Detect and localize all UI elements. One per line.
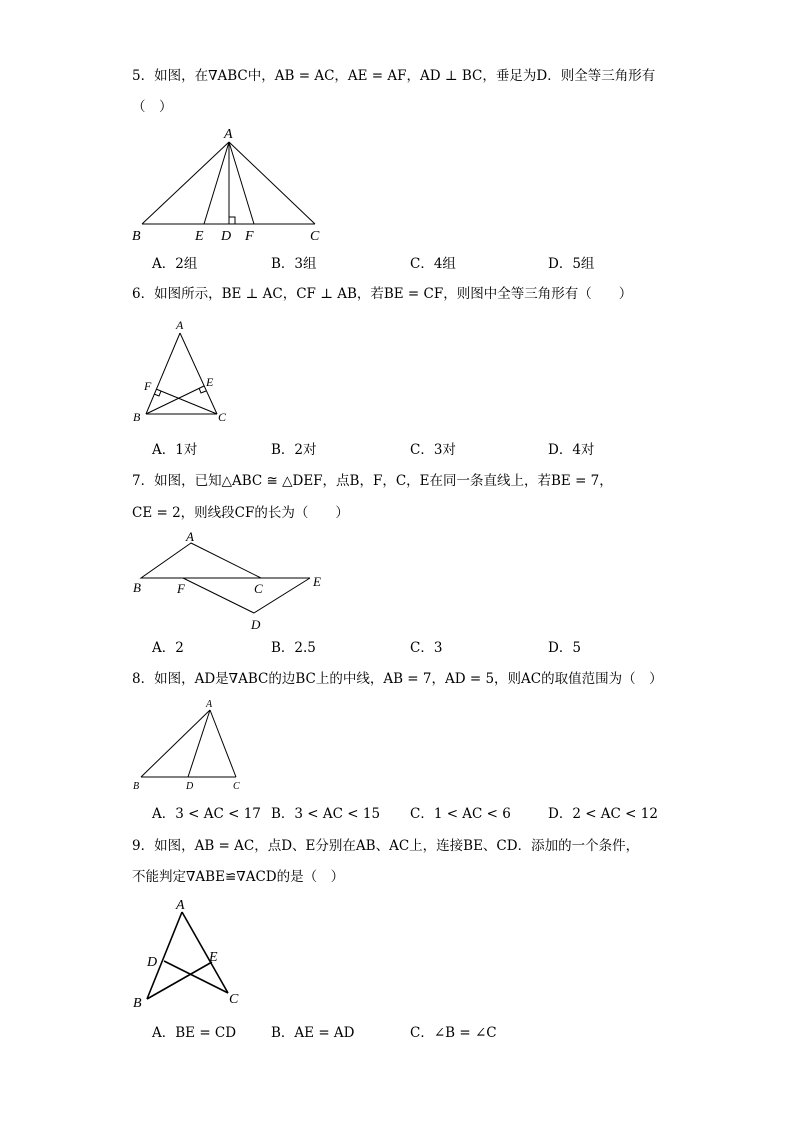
q6-option-c: C．3对	[410, 442, 456, 458]
q9-label-a: A	[176, 898, 185, 913]
q7-stem-line1: 7．如图，已知△ABC ≅ △DEF，点B，F，C，E在同一条直线上，若BE = 7，	[132, 473, 613, 489]
q6-label-f: F	[144, 379, 152, 393]
q9-option-a: A．BE = CD	[152, 1025, 237, 1041]
q8-option-b: B．3 < AC < 15	[271, 806, 381, 822]
q7-stem-line2: CE = 2，则线段CF的长为（ ）	[132, 505, 349, 521]
q5-label-b: B	[132, 229, 141, 244]
q9-stem-line1: 9．如图，AB = AC，点D、E分别在AB、AC上，连接BE、CD．添加的一个条件，	[132, 838, 640, 854]
q8-option-c: C．1 < AC < 6	[410, 806, 511, 822]
q8-label-c: C	[233, 781, 240, 792]
q9-option-c: C．∠B = ∠C	[410, 1025, 497, 1041]
q5-label-e: E	[195, 229, 204, 244]
q9-stem-line2: 不能判定∇ABE≌∇ACD的是（ ）	[132, 869, 345, 885]
q5-stem-line1: 5．如图，在∇ABC中，AB = AC，AE = AF，AD ⊥ BC，垂足为D．则全等三角形有	[132, 68, 656, 84]
q9-figure	[130, 894, 250, 1012]
q8-label-d: D	[186, 781, 194, 792]
q9-label-b: B	[133, 996, 142, 1011]
q7-option-a: A．2	[152, 640, 184, 656]
q9-label-c: C	[229, 992, 239, 1007]
q9-option-b: B．AE = AD	[271, 1025, 355, 1041]
q7-option-b: B．2.5	[271, 640, 316, 656]
q7-option-d: D．5	[548, 640, 581, 656]
q7-figure	[130, 528, 330, 634]
q5-label-c: C	[310, 229, 320, 244]
q6-figure	[130, 316, 240, 428]
q8-figure	[130, 696, 250, 794]
q6-label-b: B	[133, 410, 141, 424]
q8-option-a: A．3 < AC < 17	[152, 806, 261, 822]
q8-option-d: D．2 < AC < 12	[548, 806, 658, 822]
q5-option-d: D．5组	[548, 256, 595, 272]
q6-label-c: C	[218, 410, 227, 424]
q5-label-d: D	[221, 229, 232, 244]
q7-label-d: D	[251, 617, 261, 632]
q6-option-b: B．2对	[271, 442, 317, 458]
q5-figure	[130, 124, 330, 244]
q5-label-a: A	[224, 127, 233, 142]
q9-label-d: D	[147, 955, 158, 970]
q6-stem-line1: 6．如图所示，BE ⊥ AC，CF ⊥ AB，若BE = CF，则图中全等三角形有（ ）	[132, 286, 633, 302]
q6-option-d: D．4对	[548, 442, 595, 458]
q6-option-a: A．1对	[152, 442, 198, 458]
q8-stem-line1: 8．如图，AD是∇ABC的边BC上的中线，AB = 7，AD = 5，则AC的取值范围为（ ）	[132, 671, 663, 687]
q7-label-b: B	[133, 580, 141, 595]
q6-label-a: A	[176, 318, 184, 332]
q8-label-b: B	[133, 781, 140, 792]
q5-option-c: C．4组	[410, 256, 456, 272]
q7-label-f: F	[177, 581, 185, 596]
q7-label-e: E	[313, 574, 321, 589]
q7-option-c: C．3	[410, 640, 443, 656]
q7-label-a: A	[186, 529, 194, 544]
q7-label-c: C	[254, 581, 263, 596]
q5-label-f: F	[245, 229, 254, 244]
q5-option-b: B．3组	[271, 256, 317, 272]
q5-stem-line2: （ ）	[132, 99, 173, 115]
q9-label-e: E	[209, 950, 218, 965]
q5-option-a: A．2组	[152, 256, 198, 272]
q6-label-e: E	[206, 375, 214, 389]
q8-label-a: A	[206, 699, 213, 710]
